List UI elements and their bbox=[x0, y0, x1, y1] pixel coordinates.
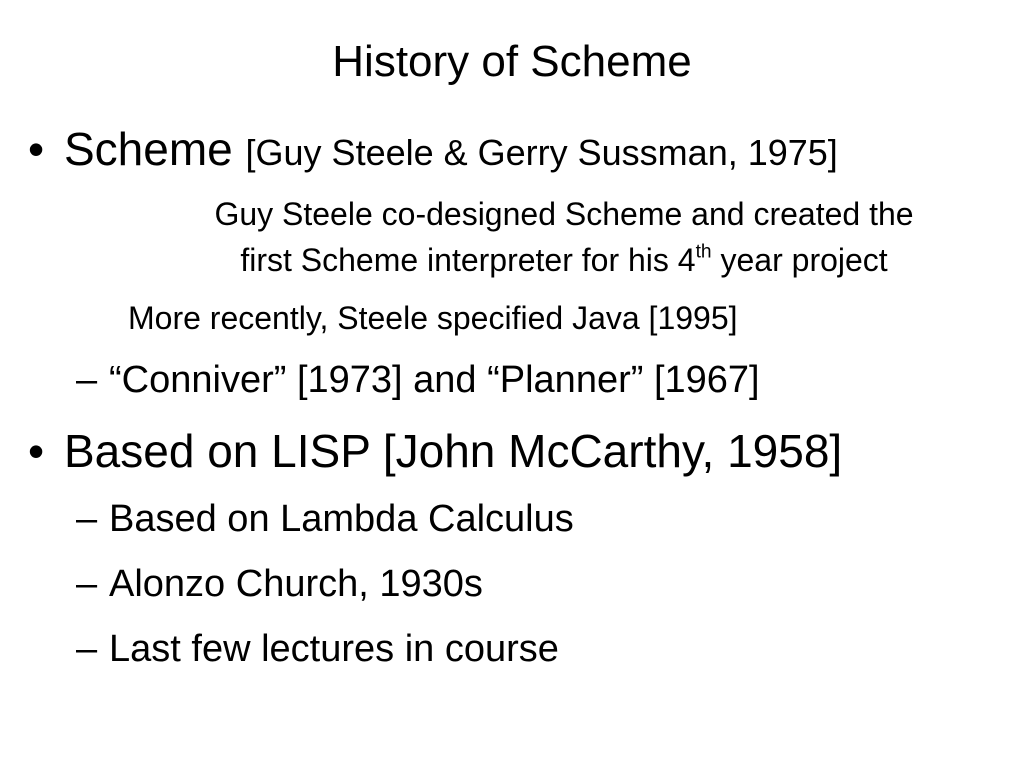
subitem-text: “Conniver” [1973] and “Planner” [1967] bbox=[109, 359, 760, 401]
bullet-lisp bbox=[28, 423, 842, 479]
bullet-marker: • bbox=[28, 425, 45, 477]
note-steele-line2 bbox=[128, 240, 1000, 280]
slide-title: History of Scheme bbox=[332, 37, 692, 86]
note-java: More recently, Steele specified Java [1995] bbox=[128, 300, 738, 336]
subitem-text: Last few lectures in course bbox=[109, 628, 559, 670]
superscript: th bbox=[695, 241, 712, 263]
note-text: year project bbox=[711, 242, 888, 278]
subitem-lambda bbox=[76, 495, 574, 543]
subitem-church bbox=[76, 560, 483, 608]
note-steele-line1: Guy Steele co-designed Scheme and created the bbox=[214, 196, 914, 232]
subitem-lectures bbox=[76, 625, 559, 673]
subitem-text: Alonzo Church, 1930s bbox=[109, 563, 483, 605]
bullet-marker: • bbox=[28, 123, 45, 175]
dash-marker: – bbox=[76, 628, 98, 670]
dash-marker: – bbox=[76, 563, 98, 605]
note-text: first Scheme interpreter for his 4 bbox=[240, 242, 696, 278]
subitem-conniver bbox=[76, 356, 760, 404]
dash-marker: – bbox=[76, 498, 98, 540]
bullet-scheme bbox=[28, 121, 838, 181]
dash-marker: – bbox=[76, 359, 98, 401]
bullet-text: Scheme bbox=[64, 123, 233, 175]
bullet-detail: [Guy Steele & Gerry Sussman, 1975] bbox=[245, 132, 838, 173]
subitem-text: Based on Lambda Calculus bbox=[109, 498, 574, 540]
bullet-text: Based on LISP [John McCarthy, 1958] bbox=[64, 425, 843, 477]
